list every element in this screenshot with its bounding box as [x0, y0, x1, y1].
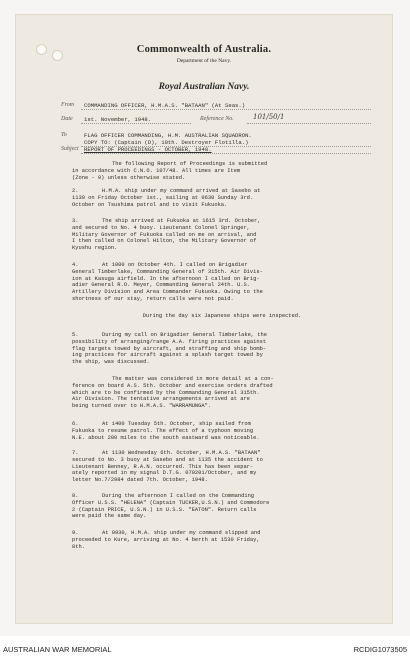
paragraph-line: Fukuoka to resume patrol. The effect of a typhoon moving — [72, 427, 254, 434]
paragraph-line: During the afternoon I called on the Commanding — [102, 493, 255, 499]
paragraph-number: 8. — [72, 493, 79, 499]
paragraph-line: ion at Kasuga airfield. In the afternoon I called on Brig- — [72, 275, 260, 282]
paragraph-line: During the day six Japanese ships were inspected. — [142, 313, 302, 319]
paragraph-line: At 1130 Wednesday 6th. October, H.M.A.S. "BATAAN" — [102, 450, 261, 456]
paragraph-line: ing practices for aircraft against a splash target towed by — [72, 352, 263, 359]
paragraph-line: The matter was considered in more detail at a con- — [112, 376, 274, 382]
paragraph-line: shortness of our stay, return calls were not paid. — [72, 295, 234, 302]
header-department: Department of the Navy. — [176, 58, 232, 64]
paragraph-2 — [72, 188, 372, 208]
paragraph-number: 3. — [72, 218, 79, 224]
paragraph-9 — [72, 530, 372, 550]
header-commonwealth: Commonwealth of Australia. — [136, 44, 272, 55]
reference-underline — [247, 123, 371, 124]
footer-archive-name: AUSTRALIAN WAR MEMORIAL — [3, 645, 112, 654]
paragraph-number: 7. — [72, 450, 79, 456]
paragraph-line: H.M.A. ship under my command arrived at Sasebo at — [102, 188, 261, 194]
from-label: From — [61, 102, 75, 108]
paragraph-line: were paid the same day. — [72, 513, 147, 520]
to-value: FLAG OFFICER COMMANDING, H.M. AUSTRALIAN SQUADRON. — [84, 132, 252, 139]
paragraph-line: 8th. — [72, 543, 85, 550]
from-underline — [81, 109, 371, 110]
paragraph-inspection — [72, 313, 372, 320]
paragraph-1 — [72, 161, 372, 181]
paragraph-line: letter No.7/2984 dated 7th. October, 1948. — [72, 477, 208, 484]
subject-value: REPORT OF PROCEEDINGS - OCTOBER, 1948. — [84, 146, 212, 153]
paragraph-line: Kyushu region. — [72, 245, 118, 252]
date-value: 1st. November, 1948. — [84, 116, 152, 123]
paragraph-line: 2 (Captain PRICE, U.S.N.) in U.S.S. "EATON". Return calls — [72, 506, 257, 513]
paragraph-8 — [72, 493, 372, 520]
paragraph-5 — [72, 332, 372, 366]
subject-underline — [81, 153, 371, 154]
paragraph-line: I then called on Colonel Hilton, the Military Governor of — [72, 238, 257, 245]
paragraph-line: Lieutenant Benney, R.A.N. occurred. This has been separ- — [72, 463, 254, 470]
paragraph-line: At 0930, H.M.A. ship under my command slipped and — [102, 530, 261, 536]
paragraph-line: At 1400 Tuesday 5th. October, ship sailed from — [102, 421, 251, 427]
paragraph-line: and secured to No. 4 buoy. Lieutenant Colonel Springer, — [72, 224, 250, 231]
paragraph-line: being turned over to H.M.A.S. "WARRAMUNGA". — [72, 403, 212, 410]
paragraph-line: which are to be confirmed by the Commanding General 315th. — [72, 389, 260, 396]
paragraph-6 — [72, 421, 372, 441]
paragraph-number: 4. — [72, 262, 79, 268]
paragraph-line: Air Division. The tentative arrangements arrived at are — [72, 396, 250, 403]
paragraph-line: in accordance with C.N.O. 107/48. All times are Item — [72, 167, 241, 174]
paragraph-line: the ship, was discussed. — [72, 359, 150, 366]
paragraph-number: 6. — [72, 421, 79, 427]
paragraph-line: (Zone - 9) unless otherwise stated. — [72, 174, 186, 181]
paragraph-line: The ship arrived at Fukuoka at 1615 3rd. October, — [102, 218, 261, 224]
paragraph-line: During my call on Brigadier General Timberlake, the — [102, 332, 267, 338]
copy-to-value: COPY TO: (Captain (D), 10th. Destroyer Flotilla.) — [84, 139, 249, 146]
paragraph-7 — [72, 450, 372, 484]
paragraph-number: 9. — [72, 530, 79, 536]
paragraph-line: possibility of arranging/range A.A. firing practices against — [72, 338, 267, 345]
paragraph-line: The following Report of Proceedings is submitted — [112, 161, 268, 167]
paragraph-4 — [72, 262, 372, 303]
paragraph-line: General Timberlake, Commanding General of 315th. Air Divis- — [72, 268, 263, 275]
paragraph-5-continued — [72, 376, 372, 410]
paragraph-line: secured to No. 3 buoy at Sasebo and at 1135 the accident to — [72, 456, 263, 463]
date-label: Date — [61, 116, 73, 122]
paragraph-line: October on Tsushima patrol and to visit Fukuoka. — [72, 201, 228, 208]
paragraph-line: Artillery Division and Area Commander Fukuoka. Owing to the — [72, 289, 263, 296]
document-page — [15, 14, 393, 624]
footer-record-id: RCDIG1073505 — [353, 645, 407, 654]
reference-label: Reference No. — [200, 116, 234, 122]
paragraph-line: proceeded to Kure, arriving at No. 4 berth at 1530 Friday, — [72, 536, 260, 543]
paragraph-number: 2. — [72, 188, 79, 194]
paragraph-line: ference on board A.S. 5th. October and exercise orders drafted — [72, 382, 273, 389]
paragraph-line: N.E. about 200 miles to the south eastward was noticeable. — [72, 434, 260, 441]
paragraph-line: At 1000 on October 4th. I called on Brigadier — [102, 262, 248, 268]
paragraph-line: Officer U.S.S. "HELENA" (Captain TUCKER,U.S.N.) and Commodore — [72, 499, 270, 506]
paragraph-line: Military Governor of Fukuoka called on me on arrival, and — [72, 231, 257, 238]
subject-label: Subject — [61, 146, 79, 152]
reference-value: 101/50/1 — [253, 113, 285, 121]
paragraph-line: flag targets towed by aircraft, and straffing and ship bomb- — [72, 345, 267, 352]
paragraph-number: 5. — [72, 332, 79, 338]
to-label: To — [61, 132, 67, 138]
date-underline — [81, 123, 191, 124]
paragraph-line: adier General R.O. Meyer, Commanding General 24th. U.S. — [72, 282, 250, 289]
from-value: COMMANDING OFFICER, H.M.A.S. "BATAAN" (At Seas.) — [84, 102, 246, 109]
header-navy: Royal Australian Navy. — [158, 82, 250, 92]
paragraph-3 — [72, 218, 372, 252]
paragraph-line: 1130 on Friday October 1st., sailing at 0630 Sunday 3rd. — [72, 194, 254, 201]
paragraph-line: ately reported in my signal D.T.G. 070201/October, and my — [72, 470, 257, 477]
